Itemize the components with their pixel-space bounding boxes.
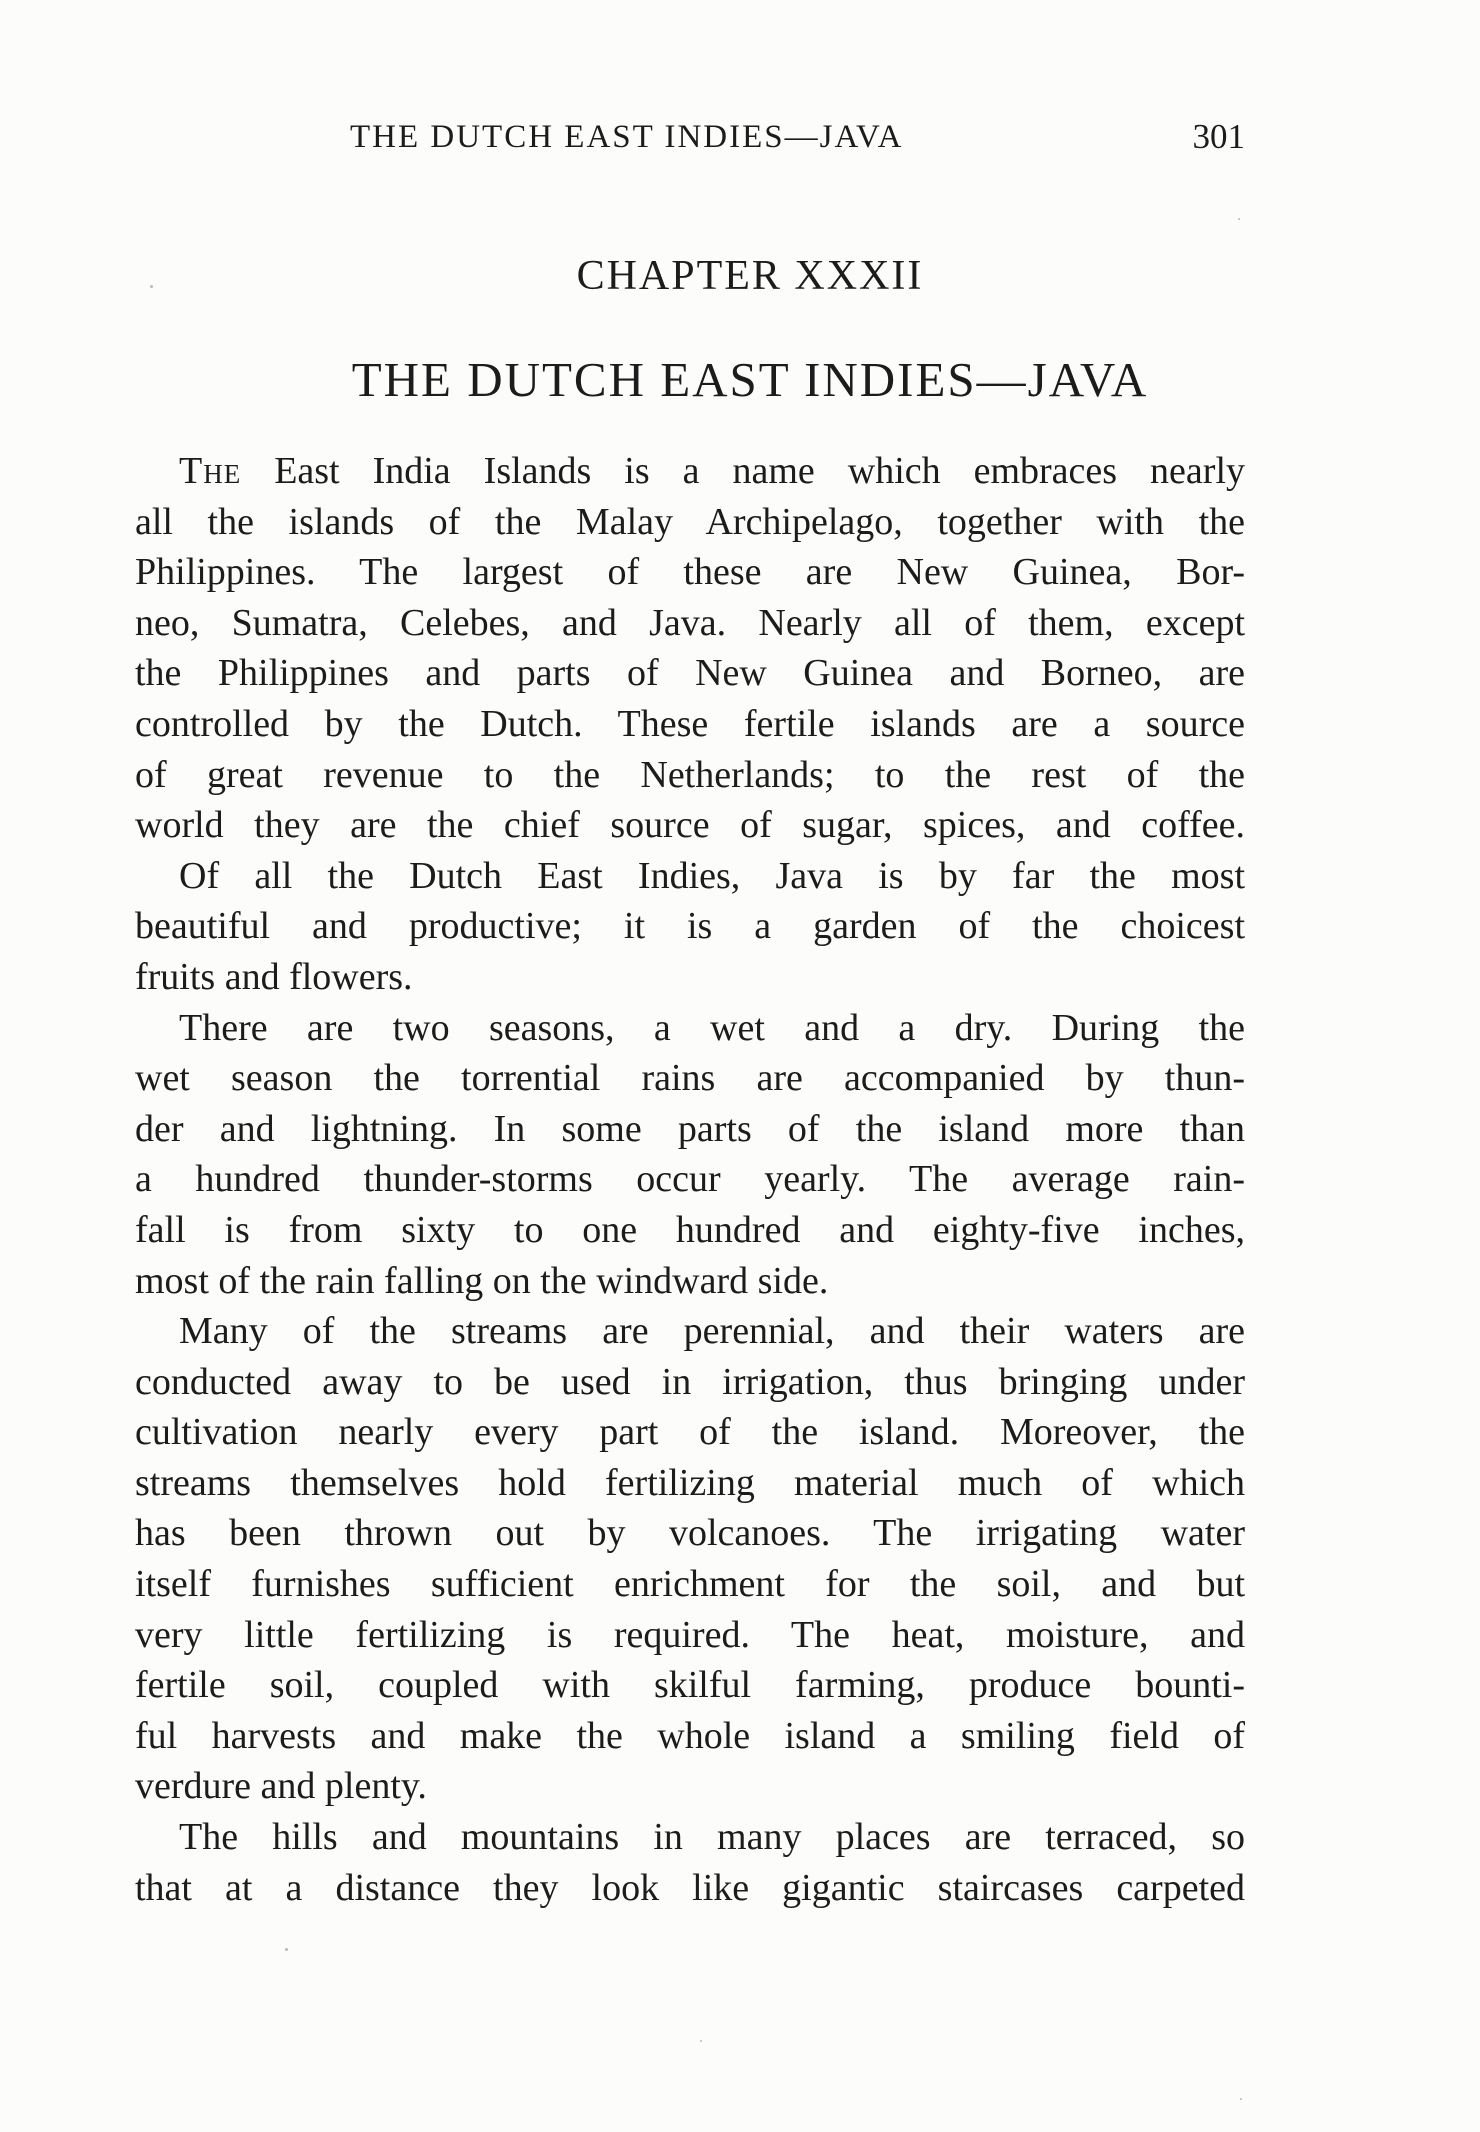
text-line: cultivation nearly every part of the island. Moreover, the xyxy=(135,1411,1245,1454)
text-line-rest: East India Islands is a name which embraces nearly xyxy=(241,450,1245,492)
page-number: 301 xyxy=(1192,117,1245,156)
running-head xyxy=(135,112,1245,162)
text-line: ful harvests and make the whole island a smiling field of xyxy=(135,1714,1245,1757)
chapter-title: THE DUTCH EAST INDIES—JAVA xyxy=(351,352,1149,407)
text-line: very little fertilizing is required. The heat, moisture, and xyxy=(135,1613,1245,1656)
text-line: conducted away to be used in irrigation, thus bringing under xyxy=(135,1360,1245,1403)
scan-speck xyxy=(150,285,153,288)
text-line: most of the rain falling on the windward side. xyxy=(135,1259,829,1302)
text-line: the Philippines and parts of New Guinea and Borneo, are xyxy=(135,652,1245,695)
text-line: beautiful and productive; it is a garden of the choicest xyxy=(135,905,1245,948)
scan-speck xyxy=(700,2040,702,2042)
text-line: der and lightning. In some parts of the island more than xyxy=(135,1107,1245,1150)
text-line: fertile soil, coupled with skilful farming, produce bounti- xyxy=(135,1664,1245,1707)
text-line: world they are the chief source of sugar, spices, and coffee. xyxy=(135,804,1245,847)
text-line: neo, Sumatra, Celebes, and Java. Nearly all of them, except xyxy=(135,601,1245,644)
scan-speck xyxy=(1238,218,1240,220)
text-line: streams themselves hold fertilizing material much of which xyxy=(135,1461,1245,1504)
text-line: that at a distance they look like gigantic staircases carpeted xyxy=(135,1866,1245,1909)
text-line: has been thrown out by volcanoes. The irrigating water xyxy=(135,1512,1245,1555)
text-line: fruits and flowers. xyxy=(135,955,413,998)
text-line: a hundred thunder-storms occur yearly. The average rain- xyxy=(135,1158,1245,1201)
text-line: fall is from sixty to one hundred and eighty-five inches, xyxy=(135,1208,1245,1251)
chapter-number: CHAPTER XXXII xyxy=(576,253,924,299)
text-line xyxy=(135,446,1245,497)
text-line: itself furnishes sufficient enrichment for the soil, and but xyxy=(135,1563,1245,1606)
text-line: There are two seasons, a wet and a dry. During the xyxy=(179,1006,1245,1049)
text-line: controlled by the Dutch. These fertile islands are a source xyxy=(135,702,1245,745)
text-line: wet season the torrential rains are accompanied by thun- xyxy=(135,1057,1245,1100)
text-line: Philippines. The largest of these are New Guinea, Bor- xyxy=(135,551,1245,594)
lead-word: The xyxy=(179,450,242,492)
text-line: verdure and plenty. xyxy=(135,1765,427,1808)
text-line: Of all the Dutch East Indies, Java is by far the most xyxy=(179,854,1245,897)
scan-speck xyxy=(1240,2098,1242,2100)
text-line: Many of the streams are perennial, and their waters are xyxy=(179,1310,1245,1353)
scan-speck xyxy=(285,1948,288,1951)
text-line: The hills and mountains in many places are terraced, so xyxy=(179,1816,1245,1859)
running-title: THE DUTCH EAST INDIES—JAVA xyxy=(350,119,904,155)
text-line: all the islands of the Malay Archipelago, together with the xyxy=(135,500,1245,543)
text-line: of great revenue to the Netherlands; to the rest of the xyxy=(135,753,1245,796)
body-text xyxy=(135,446,1245,1913)
